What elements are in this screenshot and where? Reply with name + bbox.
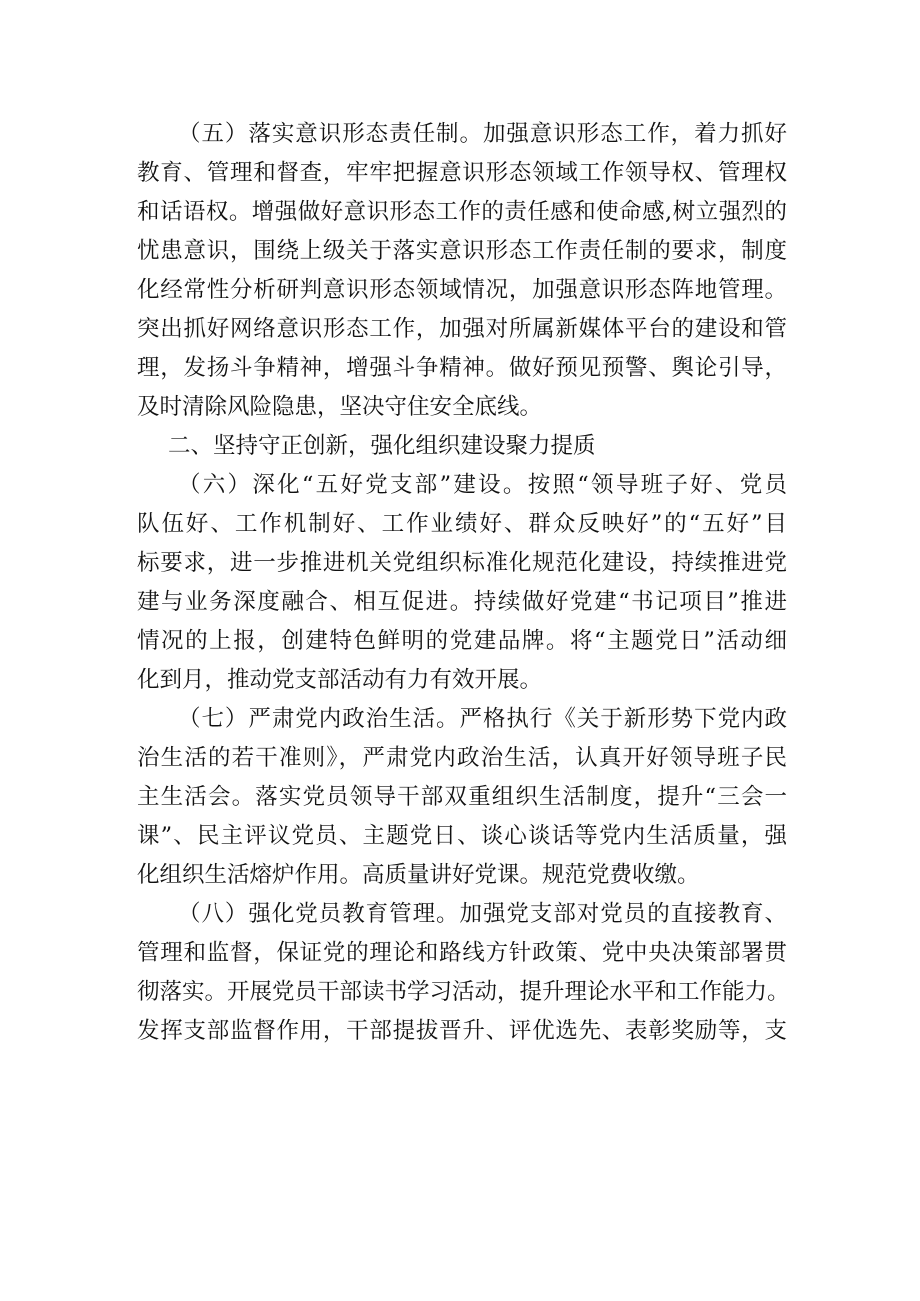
text-line: （五）落实意识形态责任制。加强意识形态工作，着力抓好 bbox=[178, 121, 787, 147]
text-line: 彻落实。开展党员干部读书学习活动，提升理论水平和工作能力。 bbox=[137, 979, 790, 1005]
text-line: 忧患意识，围绕上级关于落实意识形态工作责任制的要求，制度 bbox=[137, 238, 787, 264]
section-heading: 二、坚持守正创新，强化组织建设聚力提质 bbox=[168, 433, 596, 459]
text-line: 突出抓好网络意识形态工作，加强对所属新媒体平台的建设和管 bbox=[137, 316, 787, 342]
text-line: 教育、管理和督查，牢牢把握意识形态领域工作领导权、管理权 bbox=[137, 160, 787, 186]
text-line: 队伍好、工作机制好、工作业绩好、群众反映好”的“五好”目 bbox=[137, 511, 787, 537]
text-line: 标要求，进一步推进机关党组织标准化规范化建设，持续推进党 bbox=[137, 550, 787, 576]
text-line: 化到月，推动党支部活动有力有效开展。 bbox=[137, 667, 543, 693]
text-line: 发挥支部监督作用，干部提拔晋升、评优选先、表彰奖励等，支 bbox=[137, 1018, 787, 1044]
text-line: 及时清除风险隐患，坚决守住安全底线。 bbox=[137, 394, 543, 420]
text-line: 理，发扬斗争精神，增强斗争精神。做好预见预警、舆论引导， bbox=[137, 355, 787, 381]
text-line: 化经常性分析研判意识形态领域情况，加强意识形态阵地管理。 bbox=[137, 277, 787, 303]
text-line: 建与业务深度融合、相互促进。持续做好党建“书记项目”推进 bbox=[137, 589, 787, 615]
text-line: 管理和监督，保证党的理论和路线方针政策、党中央决策部署贯 bbox=[137, 940, 787, 966]
text-line: 主生活会。落实党员领导干部双重组织生活制度，提升“三会一 bbox=[137, 784, 787, 810]
text-line: 情况的上报，创建特色鲜明的党建品牌。将“主题党日”活动细 bbox=[137, 628, 787, 654]
text-line: （七）严肃党内政治生活。严格执行《关于新形势下党内政 bbox=[178, 706, 787, 732]
text-line: 和话语权。增强做好意识形态工作的责任感和使命感,树立强烈的 bbox=[137, 199, 787, 225]
text-line: 化组织生活熔炉作用。高质量讲好党课。规范党费收缴。 bbox=[137, 862, 700, 888]
text-line: 课”、民主评议党员、主题党日、谈心谈话等党内生活质量，强 bbox=[137, 823, 787, 849]
text-line: （六）深化“五好党支部”建设。按照“领导班子好、党员 bbox=[178, 472, 787, 498]
text-line: （八）强化党员教育管理。加强党支部对党员的直接教育、 bbox=[178, 901, 787, 927]
text-line: 治生活的若干准则》，严肃党内政治生活，认真开好领导班子民 bbox=[137, 745, 787, 771]
